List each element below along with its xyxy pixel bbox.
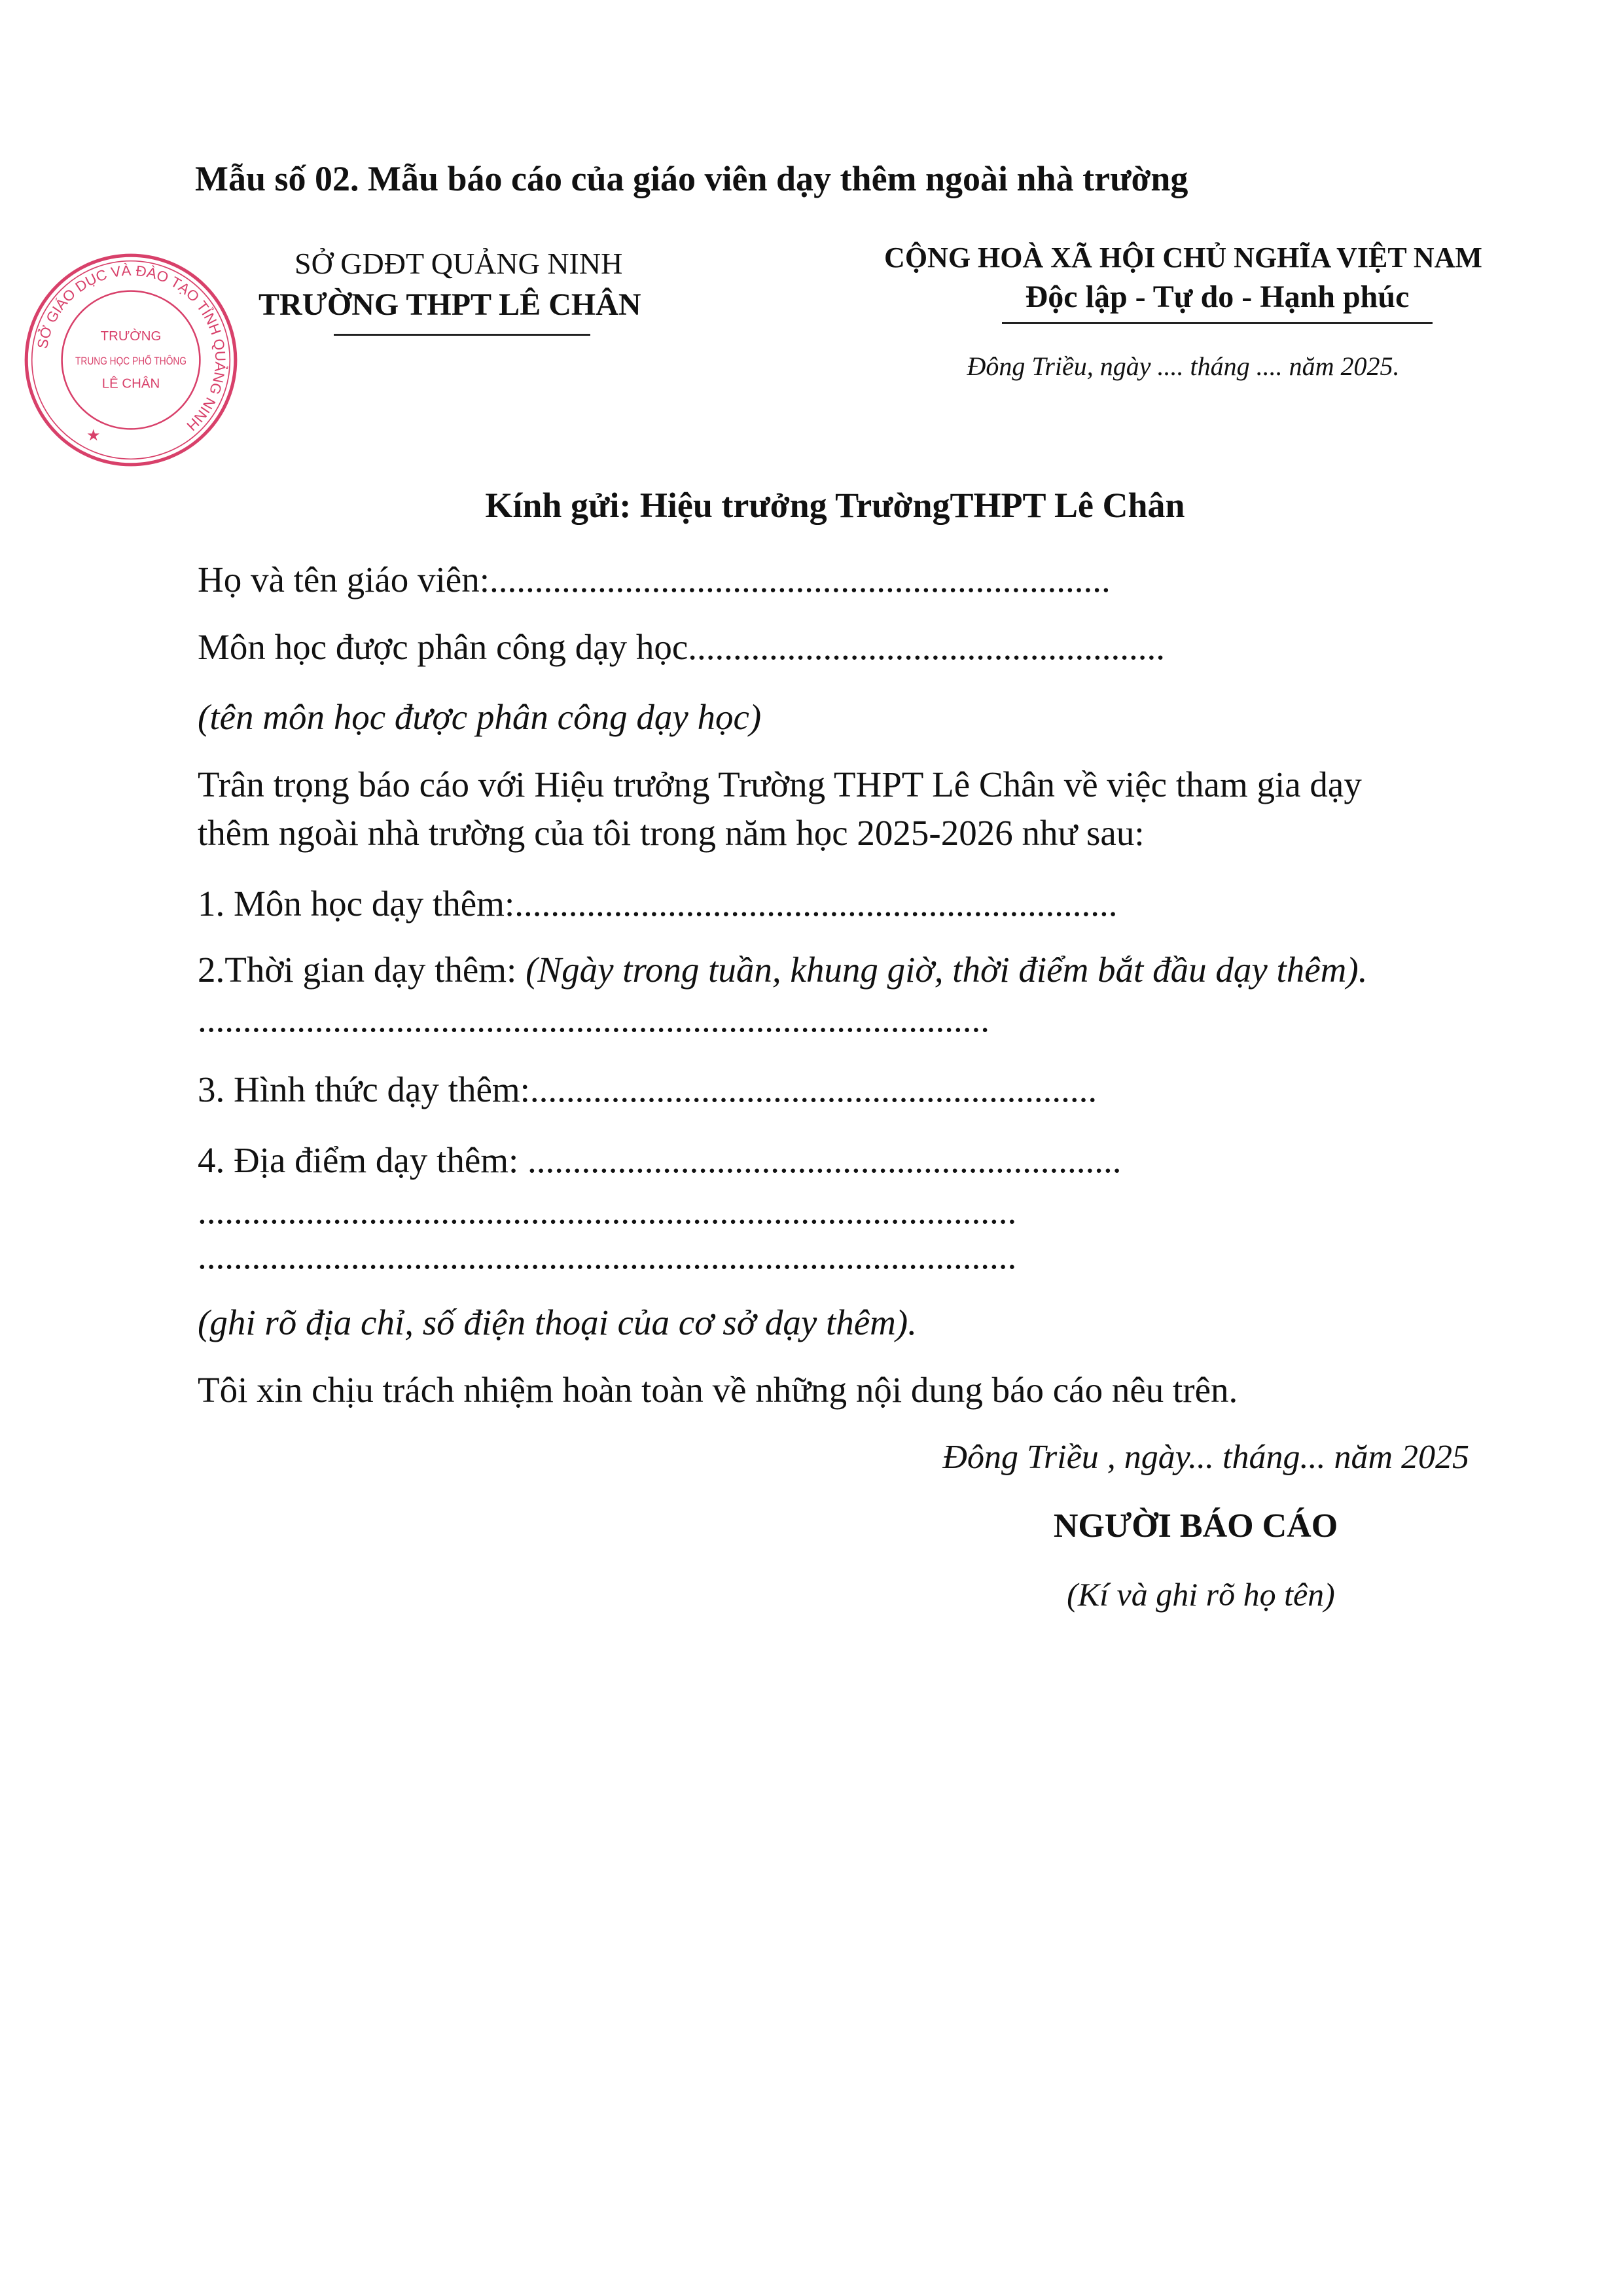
assigned-subject-note: (tên môn học được phân công dạy học) [198, 697, 762, 737]
item-3-format-field[interactable]: 3. Hình thức dạy thêm:............................................................... [198, 1069, 1097, 1109]
item-2-note: (Ngày trong tuần, khung giờ, thời điểm bắt đầu dạy thêm). [526, 950, 1368, 990]
signature-note: (Kí và ghi rõ họ tên) [1067, 1576, 1335, 1613]
item-2-time-field[interactable]: ........................................................................................ [198, 999, 990, 1039]
department-name: SỞ GDĐT QUẢNG NINH [294, 247, 623, 280]
item-1-subject-field[interactable]: 1. Môn học dạy thêm:................................................................... [198, 884, 1118, 924]
motto-underline [1002, 322, 1433, 324]
intro-line-1: Trân trọng báo cáo với Hiệu trưởng Trường THPT Lê Chân về việc tham gia dạy [198, 764, 1362, 804]
nation-name: CỘNG HOÀ XÃ HỘI CHỦ NGHĨA VIỆT NAM [884, 242, 1482, 274]
item-4-location-line-2[interactable]: ........................................................................................... [198, 1191, 1017, 1231]
stamp-outer-text: SỞ GIÁO DỤC VÀ ĐÀO TẠO TỈNH QUẢNG NINH [33, 262, 229, 434]
school-underline [334, 334, 590, 336]
item-4-note: (ghi rõ địa chỉ, số điện thoại của cơ sở dạy thêm). [198, 1302, 917, 1342]
stamp-line2: TRUNG HỌC PHỔ THÔNG [75, 354, 187, 367]
item-2-label: 2.Thời gian dạy thêm: [198, 950, 526, 990]
commitment-statement: Tôi xin chịu trách nhiệm hoàn toàn về những nội dung báo cáo nêu trên. [198, 1370, 1238, 1410]
item-4-location-line-3[interactable]: ........................................................................................... [198, 1236, 1017, 1276]
signature-title: NGƯỜI BÁO CÁO [1053, 1507, 1338, 1545]
header-place-date: Đông Triều, ngày .... tháng .... năm 2025. [967, 351, 1400, 381]
national-motto: Độc lập - Tự do - Hạnh phúc [1025, 279, 1410, 314]
school-seal-stamp [20, 249, 242, 471]
teacher-name-field[interactable]: Họ và tên giáo viên:..................................................................... [198, 560, 1111, 600]
intro-line-2: thêm ngoài nhà trường của tôi trong năm học 2025-2026 như sau: [198, 813, 1145, 853]
recipient-line: Kính gửi: Hiệu trưởng TrườngTHPT Lê Chân [485, 486, 1185, 525]
form-title: Mẫu số 02. Mẫu báo cáo của giáo viên dạy thêm ngoài nhà trường [195, 159, 1188, 198]
stamp-line1: TRƯỜNG [100, 329, 162, 344]
stamp-star-icon: ★ [86, 427, 101, 445]
item-4-location-field[interactable]: 4. Địa điểm dạy thêm: .................................................................. [198, 1140, 1122, 1180]
assigned-subject-field[interactable]: Môn học được phân công dạy học..................................................... [198, 627, 1166, 667]
signature-place-date: Đông Triều , ngày... tháng... năm 2025 [942, 1439, 1469, 1476]
item-2-time-label [198, 952, 1367, 988]
school-name: TRƯỜNG THPT LÊ CHÂN [259, 287, 641, 322]
stamp-line3: LÊ CHÂN [101, 376, 160, 391]
